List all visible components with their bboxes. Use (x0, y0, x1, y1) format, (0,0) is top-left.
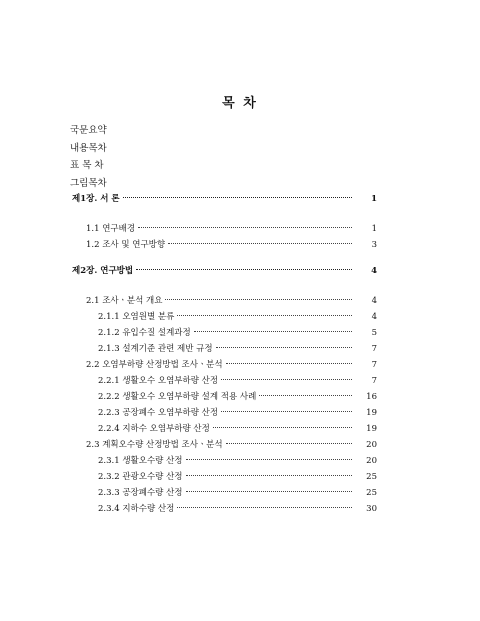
front-matter-item: 국문요약 (70, 125, 107, 136)
toc-label: 1.2 조사 및 연구방향 (86, 240, 166, 250)
toc-page-number: 19 (366, 408, 377, 418)
toc-leader (216, 346, 352, 348)
toc-page-number: 3 (371, 240, 377, 250)
page-title: 목 차 (222, 96, 258, 111)
toc-leader (177, 506, 352, 508)
toc-leader (136, 268, 352, 270)
toc-label: 2.3.2 관광오수량 산정 (98, 472, 183, 482)
toc-section (72, 437, 377, 453)
toc-subsection (72, 389, 377, 405)
toc-label: 2.1.3 설계기준 관련 제반 규정 (98, 344, 213, 354)
toc-subsection (72, 341, 377, 357)
toc-subsection (72, 421, 377, 437)
toc-chapter (72, 263, 377, 279)
toc-subsection (72, 309, 377, 325)
toc-label: 2.3.1 생활오수량 산정 (98, 456, 183, 466)
toc-leader (123, 196, 352, 198)
toc-page-number: 30 (366, 504, 377, 514)
toc-label: 2.3 계획오수량 산정방법 조사ㆍ분석 (86, 440, 223, 450)
toc-leader (138, 226, 352, 228)
toc-label: 2.2.2 생활오수 오염부하량 설계 적용 사례 (98, 392, 257, 402)
toc-page-number: 25 (366, 488, 377, 498)
toc-subsection (72, 405, 377, 421)
front-matter-item: 그림목차 (70, 177, 107, 189)
toc-subsection (72, 485, 377, 501)
toc-leader (221, 378, 352, 380)
toc-subsection (72, 373, 377, 389)
toc-leader (226, 362, 352, 364)
toc-leader (213, 426, 352, 428)
toc-subsection (72, 501, 377, 517)
toc-leader (226, 442, 352, 444)
toc-page-number: 1 (371, 194, 377, 204)
toc-subsection (72, 469, 377, 485)
toc-section (72, 221, 377, 237)
toc-page-number: 4 (371, 312, 377, 322)
toc-label: 2.3.4 지하수량 산정 (98, 504, 175, 514)
toc-label: 2.2.1 생활오수 오염부하량 산정 (98, 376, 219, 386)
toc-label: 2.2.3 공장폐수 오염부하량 산정 (98, 408, 219, 418)
toc-page-number: 4 (371, 266, 377, 276)
toc-page-number: 4 (371, 296, 377, 306)
toc-section (72, 357, 377, 373)
toc-label: 1.1 연구배경 (86, 224, 136, 234)
toc-subsection (72, 453, 377, 469)
toc-label: 2.1.1 오염원별 분류 (98, 312, 175, 322)
toc-label: 2.2.4 지하수 오염부하량 산정 (98, 424, 210, 434)
toc-page-number: 25 (366, 472, 377, 482)
toc-leader (259, 394, 352, 396)
toc-page-number: 7 (371, 376, 377, 386)
front-matter-item: 내용목차 (70, 142, 107, 154)
toc-label: 제2장. 연구방법 (72, 266, 134, 276)
toc-page-number: 16 (366, 392, 377, 402)
toc-page-number: 7 (371, 344, 377, 354)
toc-leader (186, 458, 352, 460)
toc-page-number: 20 (366, 456, 377, 466)
toc-label: 2.1 조사ㆍ분석 개요 (86, 296, 163, 306)
toc-label: 2.1.2 유입수질 설계과정 (98, 328, 191, 338)
toc-label: 제1장. 서 론 (72, 194, 120, 204)
front-matter-item: 표 목 차 (70, 160, 104, 171)
toc-label: 2.3.3 공장폐수량 산정 (98, 488, 183, 498)
toc-section (72, 293, 377, 309)
toc-section (72, 237, 377, 253)
toc-leader (194, 330, 352, 332)
toc-subsection (72, 325, 377, 341)
toc-leader (221, 410, 352, 412)
toc-label: 2.2 오염부하량 산정방법 조사ㆍ분석 (86, 360, 223, 370)
toc-page-number: 1 (371, 224, 377, 234)
toc-page-number: 20 (366, 440, 377, 450)
toc-page-number: 19 (366, 424, 377, 434)
toc-chapter (72, 191, 377, 207)
toc-page-number: 5 (371, 328, 377, 338)
toc-leader (186, 474, 352, 476)
toc-leader (186, 490, 352, 492)
front-matter-list (70, 122, 107, 192)
toc-page-number: 7 (371, 360, 377, 370)
toc-leader (177, 314, 352, 316)
toc-leader (168, 242, 352, 244)
toc-leader (165, 298, 352, 300)
table-of-contents (72, 191, 377, 517)
